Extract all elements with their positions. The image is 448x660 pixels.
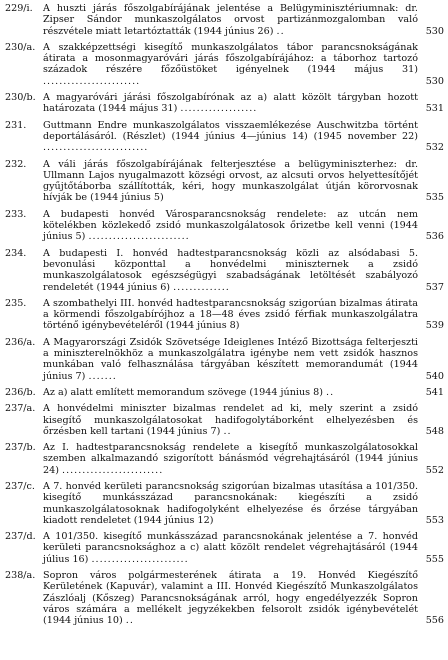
toc-entry bbox=[5, 92, 444, 115]
entry-text bbox=[43, 120, 418, 154]
entry-number: 238/a. bbox=[5, 570, 36, 582]
entry-number: 236/b. bbox=[5, 386, 36, 398]
entry-page-number: 539 bbox=[425, 320, 444, 332]
dot-leader: ......................... bbox=[62, 464, 164, 476]
entry-title: A 101/350. kisegítő munkásszázad parancsnokának jelentése a 7. honvéd kerületi parancsnoksághoz a c) alatt közölt rendelet végrehajtásáról (1944 július 16) bbox=[43, 531, 418, 565]
entry-page-number: 531 bbox=[425, 103, 444, 115]
entry-text bbox=[43, 42, 418, 87]
toc-entry bbox=[5, 481, 444, 526]
toc-entry bbox=[5, 209, 444, 243]
toc-entry bbox=[5, 570, 444, 626]
entry-text bbox=[43, 159, 418, 204]
entry-title: Az a) alatt említett memorandum szövege (1944 június 8) bbox=[43, 386, 323, 398]
entry-title: A váli járás főszolgabírájának felterjesztése a belügyminiszterhez: dr. Ullmann Lajos nyugalmazott községi orvost, az alcsuti orvos helyettesítőjét gyűjtőtáborba szállították, kéri, hogy munkaszolgálat útján körorvosnak hívják be (1944 június 5) bbox=[43, 158, 418, 204]
dot-leader: .. bbox=[125, 615, 134, 627]
dot-leader: ........................ bbox=[43, 75, 141, 87]
entry-number: 237/b. bbox=[5, 442, 36, 454]
dot-leader: .. bbox=[276, 25, 285, 37]
entry-page-number: 555 bbox=[425, 553, 444, 565]
toc-entry bbox=[5, 403, 444, 437]
entry-number: 235. bbox=[5, 297, 27, 309]
entry-page-number: 541 bbox=[425, 386, 444, 398]
toc-entry bbox=[5, 442, 444, 476]
entry-title: A Magyarországi Zsidók Szövetsége Ideiglenes Intéző Bizottsága felterjeszti a miniszterelnökhöz a munkaszolgálatra igénybe nem vett zsidók hasznos munkában való felhasználása tárgyában készített memorandumát (1944 június 7) bbox=[43, 336, 418, 382]
dot-leader: ................... bbox=[180, 103, 258, 115]
entry-title: A huszti járás főszolgabírájának jelentése a Belügyminisztériumnak: dr. Zipser Sándor munkaszolgálatos orvost partizánmozgalomban való részvétele miatt letartóztatták (1944 június 26) bbox=[43, 3, 418, 37]
toc-entry bbox=[5, 531, 444, 565]
toc-entry bbox=[5, 120, 444, 154]
entry-number: 230/a. bbox=[5, 41, 36, 53]
entry-page-number: 556 bbox=[425, 615, 444, 627]
entry-number: 234. bbox=[5, 247, 27, 259]
entry-text bbox=[43, 481, 418, 526]
entry-title: A budapesti I. honvéd hadtestparancsnokság közli az alsódabasi 5. bevonulási központtal a honvédelmi miniszternek a zsidó munkaszolgálatosok egészségügyi szabadságának letöltését szabályozó rendeletét (1944 június 6) bbox=[43, 247, 418, 293]
entry-text bbox=[43, 92, 418, 115]
entry-number: 237/d. bbox=[5, 531, 36, 543]
dot-leader: ....... bbox=[88, 370, 117, 382]
toc-entry bbox=[5, 387, 444, 398]
entry-number: 237/c. bbox=[5, 480, 35, 492]
toc-entry bbox=[5, 3, 444, 37]
entry-number: 233. bbox=[5, 208, 27, 220]
entry-text bbox=[43, 337, 418, 382]
entry-page-number: 540 bbox=[425, 370, 444, 382]
entry-page-number: 532 bbox=[425, 142, 444, 154]
entry-page-number: 548 bbox=[425, 425, 444, 437]
entry-page-number: 553 bbox=[425, 514, 444, 526]
table-of-contents bbox=[5, 3, 444, 627]
toc-entry bbox=[5, 337, 444, 382]
dot-leader: .. bbox=[223, 425, 232, 437]
entry-page-number: 530 bbox=[425, 75, 444, 87]
entry-text bbox=[43, 3, 418, 37]
entry-page-number: 537 bbox=[425, 281, 444, 293]
entry-number: 232. bbox=[5, 158, 27, 170]
entry-title: A szakképzettségi kisegítő munkaszolgálatos tábor parancsnokságának átirata a mosonmagyaróvári járás főszolgabírájához: a táborhoz tartozó századok részére főzőüstöket igényelnek (1944 május 31) bbox=[43, 41, 418, 76]
entry-number: 230/b. bbox=[5, 92, 36, 104]
entry-text bbox=[43, 209, 418, 243]
entry-page-number: 536 bbox=[425, 231, 444, 243]
toc-entry bbox=[5, 248, 444, 293]
toc-entry bbox=[5, 42, 444, 87]
entry-number: 236/a. bbox=[5, 336, 36, 348]
dot-leader: ......................... bbox=[88, 231, 190, 243]
entry-title: Az I. hadtestparancsnokság rendelete a kisegítő munkaszolgálatosokkal szemben alkalmazandó szigorított bánásmód végrehajtásáról (1944 június 24) bbox=[43, 442, 418, 476]
entry-title: A szombathelyi III. honvéd hadtestparancsnokság szigorúan bizalmas átirata a körmendi főszolgabírójhoz a 18—48 éves zsidó férfiak munkaszolgálatra történő igénybevételéről (1944 június 8) bbox=[43, 297, 418, 332]
entry-number: 237/a. bbox=[5, 403, 36, 415]
entry-title: A 7. honvéd kerületi parancsnokság szigorúan bizalmas utasítása a 101/350. kisegítő munkásszázad parancsnokának: kiegészíti a zsidó munkaszolgálatosoknak hadifogolyként elhelyezése és őrzése tárgyában kiadott rendeletet (1944 június 12) bbox=[43, 480, 418, 526]
entry-title: Sopron város polgármesterének átirata a 19. Honvéd Kiegészítő Kerületének (Kapuvár), valamint a III. Honvéd Kiegészítő Munkaszolgálatos Zászlóalj (Kőszeg) Parancsnokságának arról, hogy engedélyezzék Sopron város számára a mellékelt jegyzékekben felsorolt zsidók igénybevételét (1944 június 10) bbox=[43, 570, 418, 627]
entry-number: 231. bbox=[5, 119, 27, 131]
entry-title: Guttmann Endre munkaszolgálatos visszaemlékezése Auschwitzba történt deportálásáról. (Részlet) (1944 június 4—június 14) (1945 november 22) bbox=[43, 119, 418, 142]
entry-title: A honvédelmi miniszter bizalmas rendelet ad ki, mely szerint a zsidó kisegítő munkaszolgálatosokat hadifogolytáborként elhelyezésben és őrzésben kell tartani (1944 június 7) bbox=[43, 403, 418, 437]
entry-page-number: 535 bbox=[425, 192, 444, 204]
dot-leader: .............. bbox=[173, 281, 230, 293]
entry-text bbox=[43, 570, 418, 626]
entry-text bbox=[43, 387, 418, 398]
entry-page-number: 552 bbox=[425, 464, 444, 476]
entry-number: 229/i. bbox=[5, 3, 33, 14]
entry-title: A budapesti honvéd Városparancsnokság rendelete: az utcán nem kötelékben közlekedő zsidó munkaszolgálatosok őrizetbe kell venni (1944 június 5) bbox=[43, 208, 418, 243]
entry-text bbox=[43, 442, 418, 476]
entry-text bbox=[43, 531, 418, 565]
entry-title: A magyaróvári járási főszolgabírónak az a) alatt közölt tárgyban hozott határozata (1944 május 31) bbox=[43, 92, 418, 115]
dot-leader: .. bbox=[326, 386, 335, 398]
dot-leader: .......................... bbox=[43, 142, 149, 154]
toc-entry bbox=[5, 159, 444, 204]
entry-text bbox=[43, 403, 418, 437]
entry-text bbox=[43, 298, 418, 332]
toc-entry bbox=[5, 298, 444, 332]
dot-leader: ........................ bbox=[91, 553, 189, 565]
entry-text bbox=[43, 248, 418, 293]
entry-page-number: 530 bbox=[425, 25, 444, 37]
